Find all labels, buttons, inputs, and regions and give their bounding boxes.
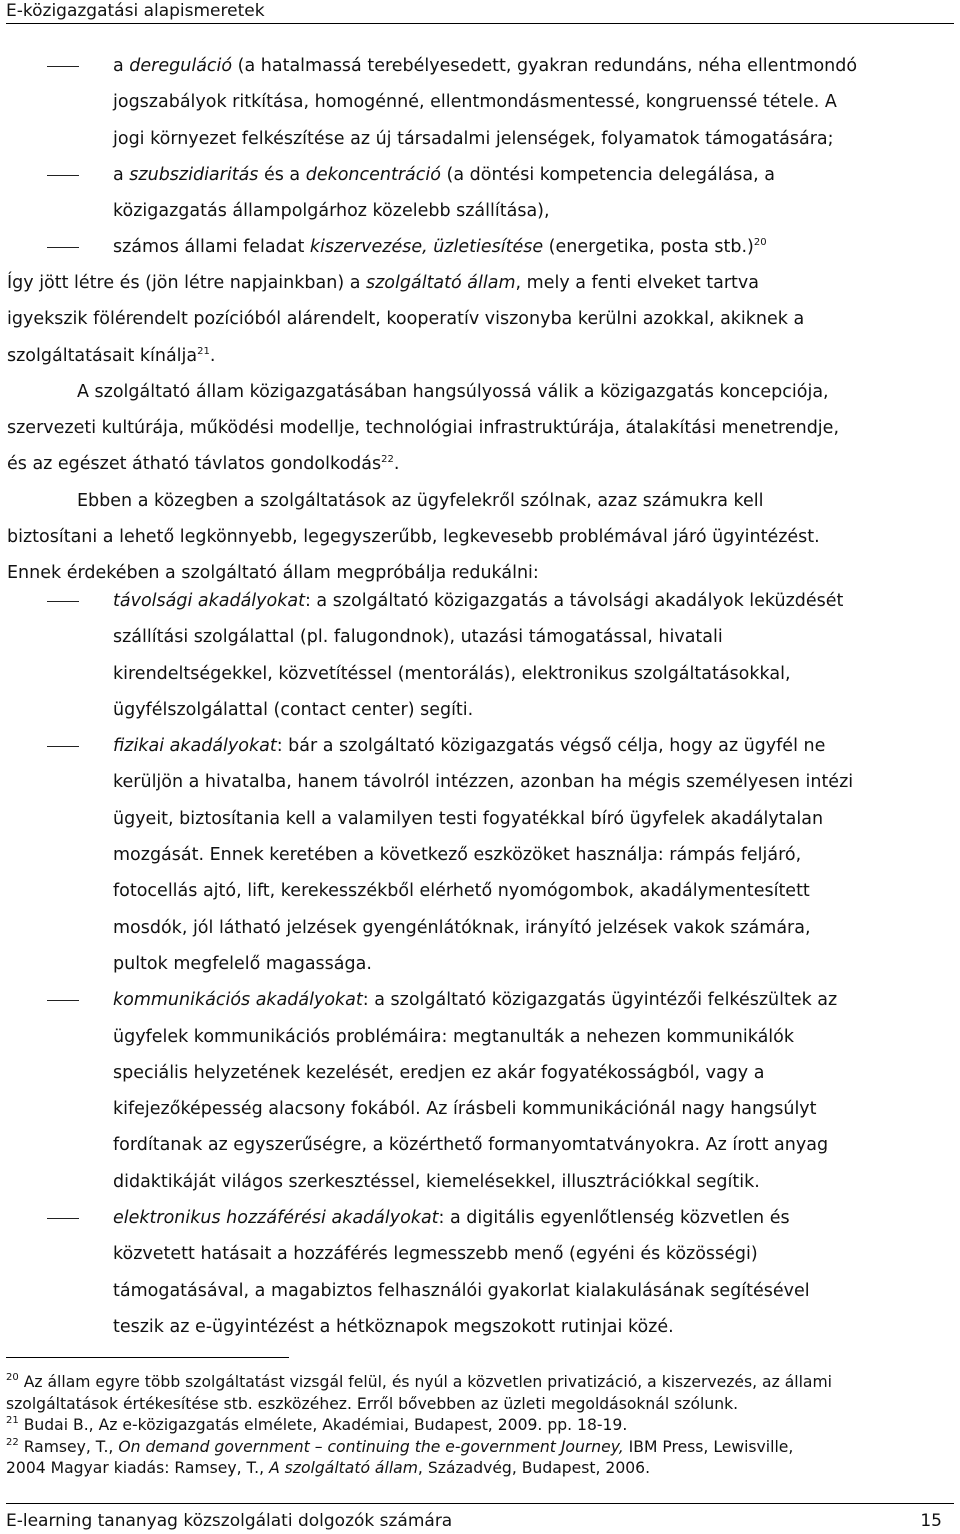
text-run: speciális helyzetének kezelését, eredjen ez akár fogyatékosságból, vagy a [113, 1062, 765, 1083]
text-line [113, 157, 954, 193]
text-line [113, 873, 954, 909]
page-number: 15 [920, 1511, 942, 1531]
text-run: teszik az e-ügyintézést a hétköznapok megszokott rutinjai közé. [113, 1316, 674, 1337]
text-line [113, 656, 954, 692]
emphasis: távolsági akadályokat [113, 591, 305, 611]
footnote-ref: 20 [753, 237, 767, 249]
text-line [113, 1236, 954, 1272]
text-line [113, 1055, 954, 1091]
text-line [113, 619, 954, 655]
text-run: Ramsey, T., [18, 1437, 119, 1456]
text-line [113, 1127, 954, 1163]
emphasis: dereguláció [129, 56, 233, 76]
text-run: ügyeit, biztosítania kell a valamilyen testi fogyatékkal bíró ügyfelek akadálytalan [113, 808, 824, 829]
text-line [7, 483, 954, 519]
text-line [113, 229, 954, 265]
list-item [113, 48, 954, 157]
footnote-ref: 21 [6, 1415, 19, 1426]
text-run: IBM Press, Lewisville, [623, 1437, 794, 1456]
list-item [113, 982, 954, 1200]
text-run: , Századvég, Budapest, 2006. [417, 1459, 651, 1477]
text-run: kifejezőképesség alacsony fokából. Az írásbeli kommunikációnál nagy hangsúlyt [113, 1099, 817, 1120]
text-run: Így jött létre és (jön létre napjainkban) a [7, 273, 366, 293]
text-run: (energetika, posta stb.) [543, 237, 754, 258]
emphasis: fizikai akadályokat [113, 736, 277, 757]
footnote [6, 1415, 952, 1437]
text-run: közvetett hatásait a hozzáférés legmesszebb menő (egyéni és közösségi) [113, 1244, 758, 1265]
text-run: kirendeltségekkel, közvetítéssel (mentorálás), elektronikus szolgáltatásokkal, [113, 663, 791, 684]
text-line [113, 692, 954, 728]
bullet-list-reforms [113, 48, 954, 266]
footer-text: E-learning tananyag közszolgálati dolgozók számára [6, 1511, 453, 1531]
footnote [6, 1372, 952, 1415]
running-footer [6, 1510, 942, 1532]
text-run: és az egészet átható távlatos gondolkodás [7, 454, 382, 475]
text-run: fotocellás ajtó, lift, kerekesszékből elérhető nyomógombok, akadálymentesített [113, 881, 810, 902]
dash-bullet-icon [47, 1000, 79, 1001]
emphasis: A szolgáltató állam [269, 1459, 418, 1477]
dash-bullet-icon [47, 247, 79, 248]
text-run: fordítanak az egyszerűségre, a közérthető formanyomtatványokra. Az írott anyag [113, 1135, 829, 1156]
text-line [7, 410, 954, 446]
text-run: szervezeti kultúrája, működési modellje, technológiai infrastruktúrája, átalakítási menetrendje, [7, 418, 840, 439]
text-line [6, 1415, 952, 1437]
emphasis: kommunikációs akadályokat [113, 990, 363, 1011]
list-item [113, 1200, 954, 1345]
text-run: . [393, 454, 400, 475]
text-run: a [113, 164, 130, 185]
text-line [113, 1019, 954, 1055]
paragraph [7, 483, 954, 592]
text-run: pultok megfelelő magassága. [113, 953, 372, 974]
text-run: A szolgáltató állam közigazgatásában hangsúlyossá válik a közigazgatás koncepciója, [77, 381, 829, 402]
text-run: ügyfélszolgálattal (contact center) segíti. [113, 699, 474, 720]
text-line [7, 265, 954, 301]
text-run: Ebben a közegben a szolgáltatások az ügyfelekről szólnak, azaz számukra kell [77, 490, 764, 511]
header-rule [6, 23, 954, 24]
emphasis: szubszidiaritás [129, 164, 259, 185]
text-line [7, 301, 954, 337]
text-line [113, 1309, 954, 1345]
text-line [113, 1164, 954, 1200]
text-line [113, 837, 954, 873]
footnote-ref: 22 [6, 1436, 19, 1448]
paragraph [7, 374, 954, 483]
text-run: : a szolgáltató közigazgatás a távolsági akadályok leküzdését [304, 591, 844, 611]
running-header: E-közigazgatási alapismeretek [6, 1, 265, 21]
text-run: : a szolgáltató közigazgatás ügyintézői felkészültek az [362, 990, 838, 1011]
dash-bullet-icon [47, 1218, 79, 1219]
text-run: (a döntési kompetencia delegálása, a [440, 164, 775, 185]
emphasis: elektronikus hozzáférési akadályokat [113, 1208, 439, 1229]
text-line [113, 1091, 954, 1127]
text-run: jogi környezet felkészítése az új társadalmi jelenségek, folyamatok támogatására; [113, 128, 834, 149]
text-run: szolgáltatásait kínálja [7, 345, 198, 366]
text-run: . [209, 345, 216, 366]
footnote-rule [6, 1357, 289, 1358]
dash-bullet-icon [47, 601, 79, 602]
text-run: igyekszik fölérendelt pozícióból alárendelt, kooperatív viszonyba kerülni azokkal, akiknek a [7, 309, 805, 330]
text-run: Budai B., Az e-közigazgatás elmélete, Akadémiai, Budapest, 2009. pp. 18-19. [18, 1416, 628, 1434]
text-run: , mely a fenti elveket tartva [515, 273, 760, 293]
bullet-list-obstacles [113, 583, 954, 1345]
text-run: támogatásával, a magabiztos felhasználói gyakorlat kialakulásának segítésével [113, 1280, 810, 1301]
text-run: szolgáltatások értékesítése stb. eszközéhez. Erről bővebben az üzleti megoldásoknál szólunk. [6, 1394, 739, 1413]
dash-bullet-icon [47, 746, 79, 747]
text-line [113, 48, 954, 84]
text-line [113, 801, 954, 837]
text-run: Ennek érdekében a szolgáltató állam megpróbálja redukálni: [7, 563, 539, 584]
text-line [113, 982, 954, 1018]
text-run: (a hatalmassá terebélyesedett, gyakran redundáns, néha ellentmondó [232, 56, 858, 76]
text-line [113, 1273, 954, 1309]
text-run: Az állam egyre több szolgáltatást vizsgál felül, és nyúl a közvetlen privatizáció, a kiszervezés, az állami [18, 1373, 833, 1391]
text-run: didaktikáját világos szerkesztéssel, kiemelésekkel, illusztrációkkal segítik. [113, 1171, 760, 1192]
paragraph [7, 265, 954, 374]
body-paragraphs [7, 265, 954, 592]
text-line [7, 374, 954, 410]
text-line [6, 1372, 952, 1394]
text-run: mozgását. Ennek keretében a következő eszközöket használja: rámpás feljáró, [113, 845, 802, 866]
text-line [6, 1394, 952, 1416]
dash-bullet-icon [47, 66, 79, 67]
text-run: jogszabályok ritkítása, homogénné, ellentmondásmentessé, kongruenssé tétele. A [113, 92, 837, 113]
list-item [113, 229, 954, 265]
dash-bullet-icon [47, 175, 79, 176]
list-item [113, 583, 954, 728]
text-line [113, 193, 954, 229]
emphasis: dekoncentráció [305, 164, 441, 185]
text-run: számos állami feladat [113, 237, 310, 258]
text-line [6, 1437, 952, 1459]
text-run: mosdók, jól látható jelzések gyengénlátóknak, irányító jelzések vakok számára, [113, 917, 811, 938]
text-line [113, 728, 954, 764]
emphasis: On demand government – continuing the e-government Journey, [118, 1437, 624, 1456]
text-run: : a digitális egyenlőtlenség közvetlen és [438, 1208, 790, 1229]
text-line [113, 1200, 954, 1236]
text-run: 2004 Magyar kiadás: Ramsey, T., [6, 1459, 270, 1477]
emphasis: kiszervezése, üzletiesítése [309, 237, 544, 258]
text-run: a [113, 56, 130, 76]
text-line [113, 910, 954, 946]
text-line [113, 946, 954, 982]
footnote-ref: 20 [6, 1372, 19, 1383]
text-run: : bár a szolgáltató közigazgatás végső célja, hogy az ügyfél ne [276, 736, 826, 757]
footnote-ref: 21 [197, 345, 210, 357]
text-line [113, 583, 954, 619]
text-run: ügyfelek kommunikációs problémáira: megtanulták a nehezen kommunikálók [113, 1026, 795, 1047]
emphasis: szolgáltató állam [366, 273, 516, 293]
footnotes [6, 1372, 952, 1480]
footnote [6, 1437, 952, 1480]
footer-rule [6, 1503, 954, 1504]
text-run: biztosítani a lehető legkönnyebb, legegyszerűbb, legkevesebb problémával járó ügyintézést. [7, 527, 820, 548]
text-line [7, 338, 954, 374]
footnote-ref: 22 [381, 454, 394, 466]
text-line [7, 446, 954, 482]
text-run: kerüljön a hivatalba, hanem távolról intézzen, azonban ha mégis személyesen intézi [113, 772, 854, 793]
list-item [113, 157, 954, 230]
text-line [113, 84, 954, 120]
text-line [6, 1458, 952, 1480]
text-line [113, 764, 954, 800]
text-run: és a [258, 164, 306, 185]
text-line [113, 121, 954, 157]
list-item [113, 728, 954, 982]
text-run: közigazgatás állampolgárhoz közelebb szállítása), [113, 201, 550, 222]
text-line [7, 519, 954, 555]
text-run: szállítási szolgálattal (pl. falugondnok), utazási támogatással, hivatali [113, 627, 723, 648]
